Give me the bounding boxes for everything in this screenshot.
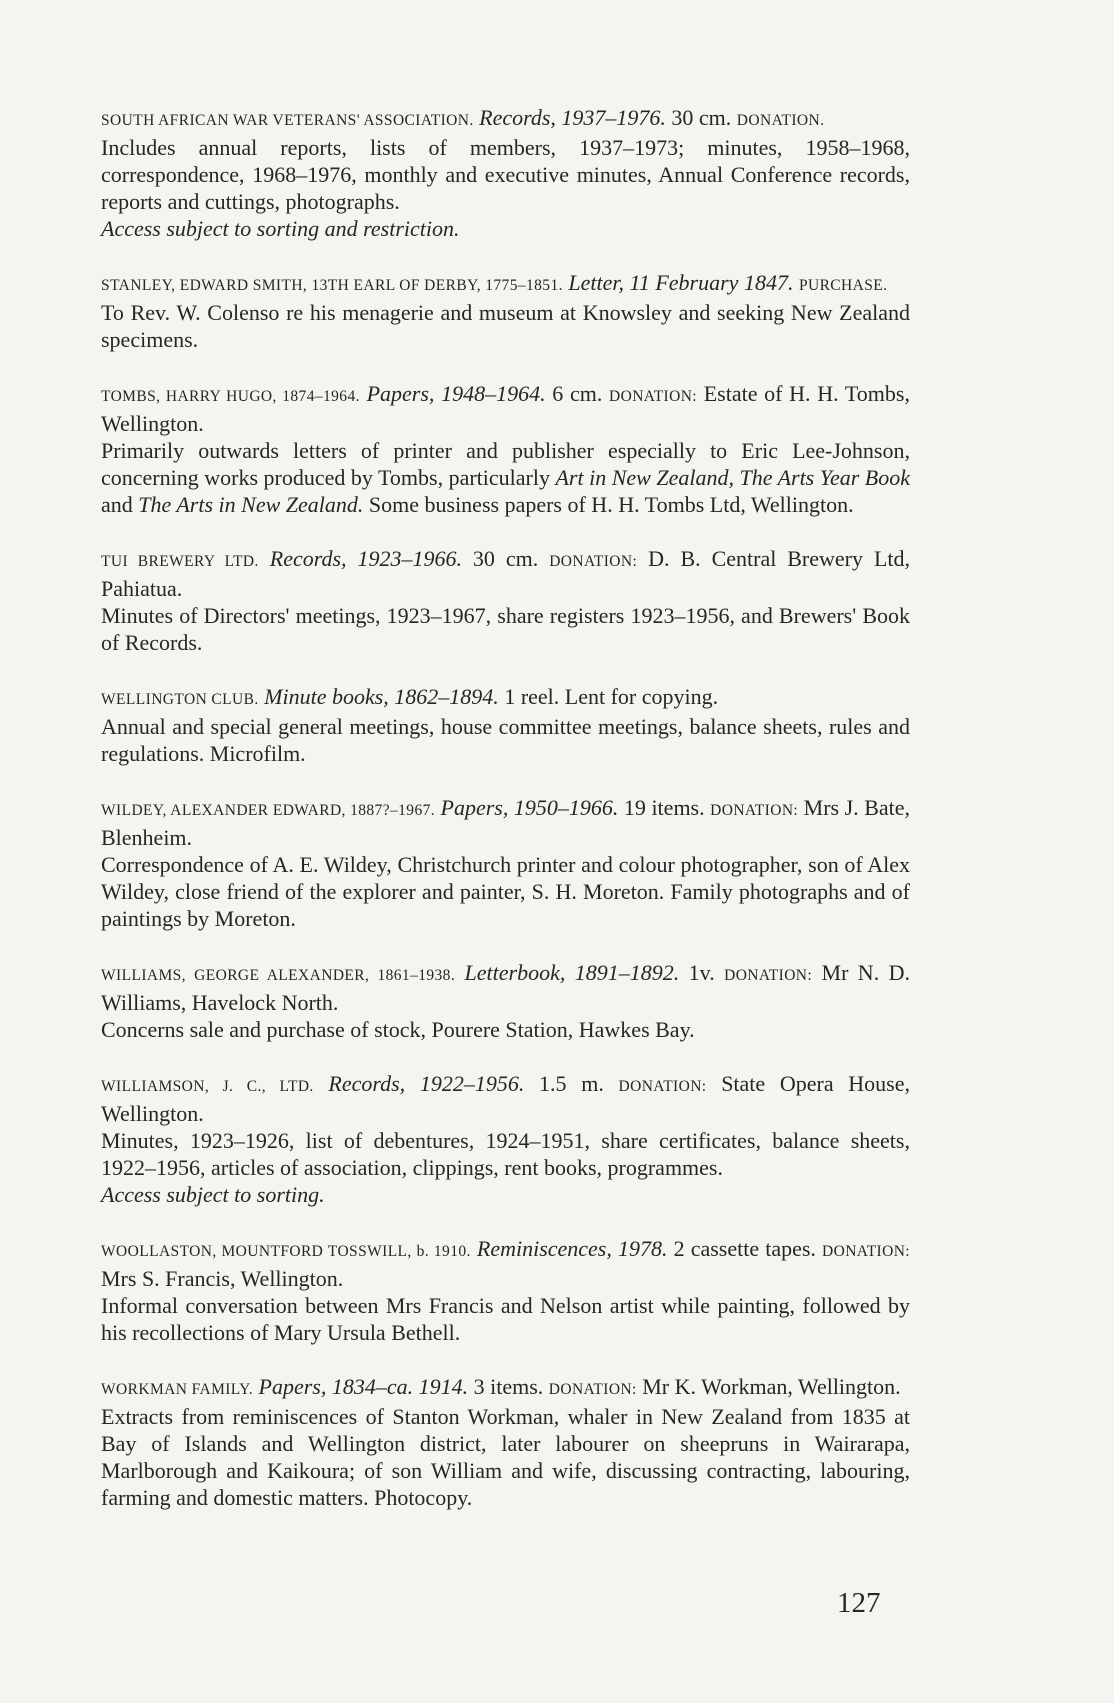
- text-run: Correspondence of A. E. Wildey, Christchurch printer and colour photographer, son of Alex Wildey, close friend of the explorer and painter, S. H. Moreton. Family photographs and of paintings by Moreton.: [101, 852, 910, 931]
- italic-text: Papers, 1834–ca. 1914.: [258, 1374, 469, 1399]
- catalogue-entry: [101, 1070, 910, 1208]
- catalogue-entry: [101, 1235, 910, 1346]
- catalogue-entry: [101, 380, 910, 518]
- entry-description: [101, 602, 910, 656]
- entry-description: [101, 1127, 910, 1181]
- italic-text: Records, 1937–1976.: [479, 105, 666, 130]
- text-run: Mrs J. Bate, Blenheim.: [101, 795, 911, 850]
- italic-text: The Arts in New Zealand.: [138, 492, 364, 517]
- italic-text: Records, 1923–1966.: [269, 546, 462, 571]
- entry-heading: [101, 1235, 910, 1292]
- text-run: 19 items.: [618, 795, 711, 820]
- small-caps-text: DONATION:: [724, 967, 813, 984]
- text-run: Minutes of Directors' meetings, 1923–1967, share registers 1923–1956, and Brewers' Book of Records.: [101, 603, 910, 655]
- small-caps-text: DONATION:: [822, 1243, 911, 1260]
- entry-description: [101, 1016, 910, 1043]
- text-run: Mr K. Workman, Wellington.: [636, 1374, 901, 1399]
- small-caps-text: SOUTH AFRICAN WAR VETERANS' ASSOCIATION.: [101, 112, 474, 129]
- catalogue-entry: [101, 104, 910, 242]
- italic-text: Minute books, 1862–1894.: [264, 684, 499, 709]
- text-run: Mr N. D. Williams, Havelock North.: [101, 960, 910, 1015]
- small-caps-text: DONATION:: [549, 553, 638, 570]
- text-run: 1.5 m.: [524, 1071, 619, 1096]
- text-run: 2 cassette tapes.: [667, 1236, 823, 1261]
- small-caps-text: WILDEY, ALEXANDER EDWARD, 1887?–1967.: [101, 802, 436, 819]
- small-caps-text: DONATION.: [736, 112, 825, 129]
- text-run: 30 cm.: [461, 546, 550, 571]
- entry-heading: [101, 269, 910, 299]
- italic-text: Art in New Zealand, The Arts Year Book: [555, 465, 910, 490]
- text-run: To Rev. W. Colenso re his menagerie and museum at Knowsley and seeking New Zealand specimens.: [101, 300, 910, 352]
- small-caps-text: WELLINGTON CLUB.: [101, 691, 259, 708]
- text-run: 1v.: [679, 960, 725, 985]
- entry-list: [101, 104, 910, 1538]
- text-run: [314, 1071, 329, 1096]
- catalogue-entry: [101, 683, 910, 767]
- entry-heading: [101, 104, 910, 134]
- small-caps-text: WOOLLASTON, MOUNTFORD TOSSWILL, b. 1910.: [101, 1243, 471, 1260]
- text-run: Primarily outwards letters of printer and publisher especially to Eric Lee-Johnson, concerning works produced by Tombs, particularly: [101, 438, 910, 490]
- italic-text: Papers, 1948–1964.: [366, 381, 546, 406]
- catalogue-entry: [101, 545, 910, 656]
- small-caps-text: WILLIAMSON, J. C., LTD.: [101, 1078, 314, 1095]
- text-run: 6 cm.: [545, 381, 610, 406]
- entry-heading: [101, 794, 910, 851]
- text-run: Mrs S. Francis, Wellington.: [101, 1266, 344, 1291]
- text-run: and: [101, 492, 139, 517]
- entry-description: [101, 437, 910, 518]
- entry-description: [101, 1181, 910, 1208]
- text-run: 1 reel. Lent for copying.: [498, 684, 719, 709]
- catalogue-entry: [101, 1373, 910, 1511]
- entry-heading: [101, 380, 910, 437]
- entry-description: [101, 299, 910, 353]
- text-run: [360, 381, 367, 406]
- small-caps-text: DONATION:: [710, 802, 799, 819]
- catalogue-entry: [101, 959, 910, 1043]
- italic-text: Access subject to sorting.: [101, 1182, 325, 1207]
- small-caps-text: TOMBS, HARRY HUGO, 1874–1964.: [101, 388, 360, 405]
- text-run: [455, 960, 464, 985]
- text-run: Extracts from reminiscences of Stanton Workman, whaler in New Zealand from 1835 at Bay of Islands and Wellington district, later labourer on sheepruns in Wairarapa, Marlborough and Kaikoura; of son William and wife, discussing contracting, labouring, farming and domestic matters. Photocopy.: [101, 1404, 910, 1510]
- small-caps-text: WORKMAN FAMILY.: [101, 1381, 253, 1398]
- text-run: 30 cm.: [665, 105, 737, 130]
- entry-description: [101, 215, 910, 242]
- text-run: State Opera House, Wellington.: [101, 1071, 911, 1126]
- page-number: 127: [837, 1587, 881, 1619]
- small-caps-text: TUI BREWERY LTD.: [101, 553, 259, 570]
- entry-heading: [101, 683, 910, 713]
- text-run: [259, 546, 270, 571]
- small-caps-text: WILLIAMS, GEORGE ALEXANDER, 1861–1938.: [101, 967, 456, 984]
- italic-text: Letterbook, 1891–1892.: [464, 960, 680, 985]
- entry-description: [101, 1403, 910, 1511]
- entry-description: [101, 134, 910, 215]
- text-run: D. B. Central Brewery Ltd, Pahiatua.: [101, 546, 911, 601]
- italic-text: Papers, 1950–1966.: [440, 795, 619, 820]
- text-run: 3 items.: [468, 1374, 549, 1399]
- text-run: Minutes, 1923–1926, list of debentures, 1924–1951, share certificates, balance sheets, 1922–1956, articles of association, clippings, rent books, programmes.: [101, 1128, 910, 1180]
- text-run: Includes annual reports, lists of members, 1937–1973; minutes, 1958–1968, correspondence, 1968–1976, monthly and executive minutes, Annual Conference records, reports and cuttings, photographs.: [101, 135, 910, 214]
- small-caps-text: PURCHASE.: [798, 277, 888, 294]
- small-caps-text: STANLEY, EDWARD SMITH, 13TH EARL OF DERBY, 1775–1851.: [101, 277, 563, 294]
- entry-description: [101, 1292, 910, 1346]
- entry-heading: [101, 1373, 910, 1403]
- italic-text: Reminiscences, 1978.: [476, 1236, 668, 1261]
- italic-text: Records, 1922–1956.: [328, 1071, 525, 1096]
- small-caps-text: DONATION:: [548, 1381, 637, 1398]
- italic-text: Letter, 11 February 1847.: [568, 270, 794, 295]
- entry-description: [101, 851, 910, 932]
- small-caps-text: DONATION:: [618, 1078, 707, 1095]
- text-run: Estate of H. H. Tombs, Wellington.: [101, 381, 910, 436]
- small-caps-text: DONATION:: [609, 388, 698, 405]
- entry-description: [101, 713, 910, 767]
- entry-heading: [101, 1070, 910, 1127]
- italic-text: Access subject to sorting and restriction.: [101, 216, 460, 241]
- catalogue-entry: [101, 269, 910, 353]
- entry-heading: [101, 959, 910, 1016]
- text-run: Some business papers of H. H. Tombs Ltd, Wellington.: [363, 492, 854, 517]
- text-run: Informal conversation between Mrs Francis and Nelson artist while painting, followed by his recollections of Mary Ursula Bethell.: [101, 1293, 910, 1345]
- text-run: Annual and special general meetings, house committee meetings, balance sheets, rules and regulations. Microfilm.: [101, 714, 910, 766]
- catalogue-entry: [101, 794, 910, 932]
- entry-heading: [101, 545, 910, 602]
- text-run: Concerns sale and purchase of stock, Pourere Station, Hawkes Bay.: [101, 1017, 695, 1042]
